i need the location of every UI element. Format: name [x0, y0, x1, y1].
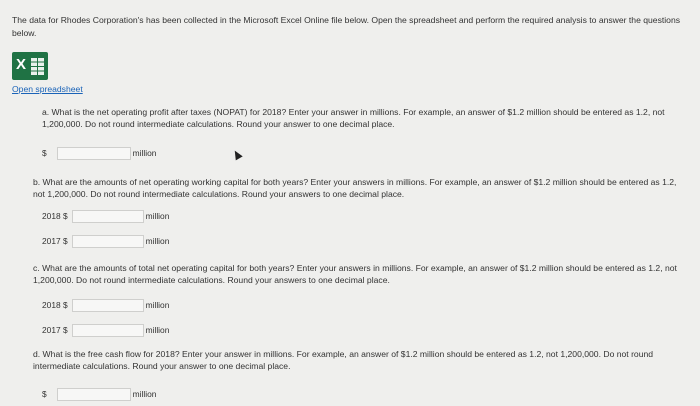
excel-icon[interactable]: X [12, 52, 48, 80]
answer-c-2017-suffix: million [145, 325, 170, 335]
answer-a-suffix: million [132, 148, 157, 158]
answer-c-2017-prefix: 2017 $ [42, 325, 68, 335]
answer-b-2018-row [42, 208, 169, 224]
answer-b-2018-suffix: million [145, 211, 170, 221]
answer-c-2018-row [42, 297, 169, 313]
nowc-2018-input[interactable] [72, 210, 144, 223]
answer-b-2017-prefix: 2017 $ [42, 236, 68, 246]
question-c-text: c. What are the amounts of total net operating capital for both years? Enter your answers in millions. For example, an answer of $1.2 million should be entered as 1.2, not 1,200,000. Do not round intermediate calculations. Round your answers to one decimal place. [33, 263, 677, 285]
open-spreadsheet-link[interactable]: Open spreadsheet [12, 84, 83, 94]
answer-c-2018-prefix: 2018 $ [42, 300, 68, 310]
fcf-input[interactable] [57, 388, 131, 401]
tnoc-2018-input[interactable] [72, 299, 144, 312]
mouse-cursor-icon [231, 149, 242, 161]
answer-d-row [42, 386, 156, 402]
nowc-2017-input[interactable] [72, 235, 144, 248]
answer-c-2017-row [42, 322, 169, 338]
question-d-text: d. What is the free cash flow for 2018? Enter your answer in millions. For example, an answer of $1.2 million should be entered as 1.2, not 1,200,000. Do not round intermediate calculations. Round your answer to one decimal place. [33, 349, 654, 371]
answer-b-2017-suffix: million [145, 236, 170, 246]
answer-b-2018-prefix: 2018 $ [42, 211, 68, 221]
answer-d-prefix: $ [42, 389, 47, 399]
answer-b-2017-row [42, 233, 169, 249]
answer-c-2018-suffix: million [145, 300, 170, 310]
answer-a-row [42, 145, 156, 161]
question-b-text: b. What are the amounts of net operating working capital for both years? Enter your answers in millions. For example, an answer of $1.2 million should be entered as 1.2, not 1,200,000. Do not round intermediate calculations. Round your answers to one decimal place. [33, 177, 677, 199]
answer-d-suffix: million [132, 389, 157, 399]
nopat-input[interactable] [57, 147, 131, 160]
answer-a-prefix: $ [42, 148, 47, 158]
question-a-text: a. What is the net operating profit after taxes (NOPAT) for 2018? Enter your answer in millions. For example, an answer of $1.2 million should be entered as 1.2, not 1,200,000. Do not round intermediate calculations. Round your answer to one decimal place. [42, 107, 665, 129]
tnoc-2017-input[interactable] [72, 324, 144, 337]
intro-text: The data for Rhodes Corporation's has been collected in the Microsoft Excel Online file below. Open the spreadsheet and perform the required analysis to answer the questions below. [12, 15, 681, 38]
